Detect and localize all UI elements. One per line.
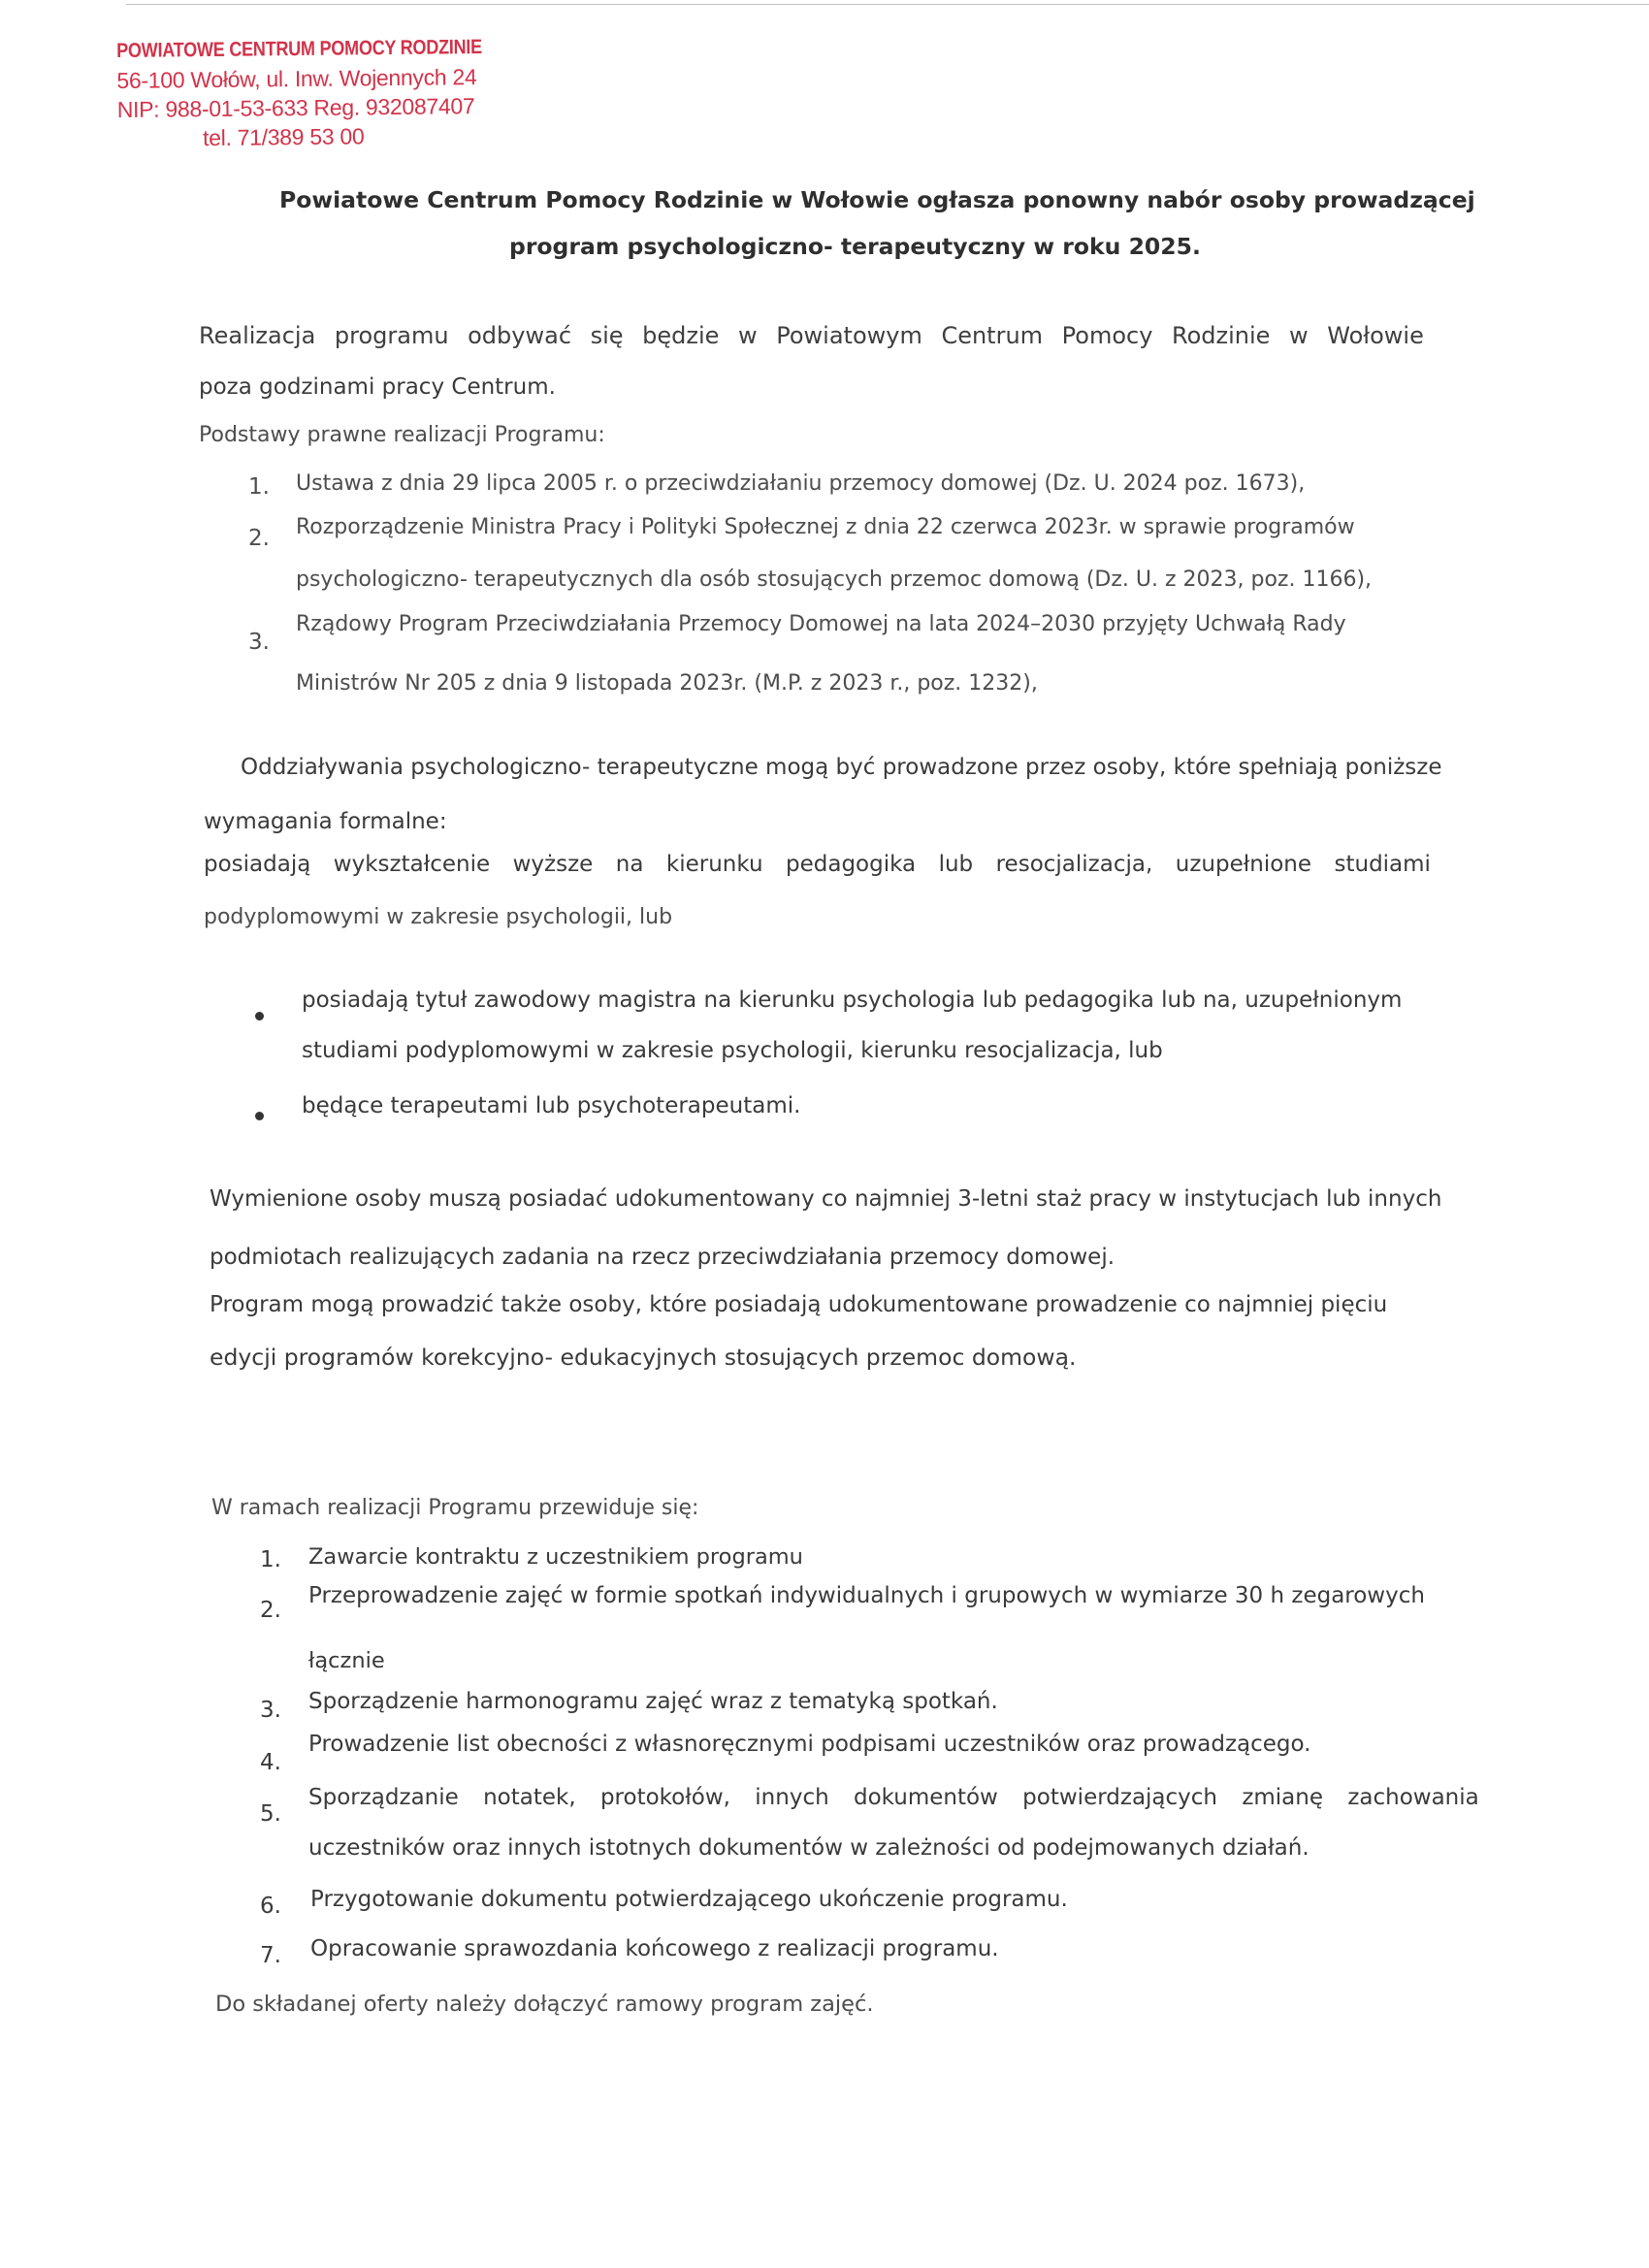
task-2-line-1: Przeprowadzenie zajęć w formie spotkań indywidualnych i grupowych w wymiarze 30 h zegarowych: [308, 1583, 1425, 1608]
experience-line-4: edycji programów korekcyjno- edukacyjnych stosujących przemoc domową.: [210, 1344, 1077, 1371]
requirements-line-3-word: lub: [938, 852, 974, 877]
intro-line-2: poza godzinami pracy Centrum.: [199, 374, 556, 400]
stamp-line-1: POWIATOWE CENTRUM POMOCY RODZINIE: [116, 36, 483, 62]
requirements-line-1: Oddziaływania psychologiczno- terapeutyczne mogą być prowadzone przez osoby, które spełniają poniższe: [241, 755, 1442, 780]
requirement-bullet-1-line-1: posiadają tytuł zawodowy magistra na kierunku psychologia lub pedagogika lub na, uzupełnionym: [302, 988, 1403, 1013]
task-4-text: Prowadzenie list obecności z własnoręcznymi podpisami uczestników oraz prowadzącego.: [308, 1732, 1311, 1757]
intro-line-1-word: programu: [334, 322, 449, 349]
task-4-number: 4.: [260, 1750, 281, 1775]
experience-line-3: Program mogą prowadzić także osoby, które posiadają udokumentowane prowadzenie co najmniej pięciu: [210, 1292, 1388, 1317]
title-line-2: program psychologiczno- terapeutyczny w roku 2025.: [509, 233, 1201, 260]
requirements-line-3-word: resocjalizacja,: [995, 852, 1153, 877]
stamp-line-4: tel. 71/389 53 00: [202, 123, 365, 151]
intro-line-1-word: Pomocy: [1061, 322, 1153, 349]
task-7-text: Opracowanie sprawozdania końcowego z realizacji programu.: [310, 1936, 999, 1961]
intro-line-1-word: się: [590, 322, 624, 349]
task-5-line-2: uczestników oraz innych istotnych dokumentów w zależności od podejmowanych działań.: [308, 1835, 1310, 1861]
intro-line-1-word: w: [738, 322, 758, 349]
requirements-line-3-word: wykształcenie: [333, 852, 491, 877]
requirement-bullet-1-line-2: studiami podyplomowymi w zakresie psychologii, kierunku resocjalizacja, lub: [302, 1038, 1163, 1063]
task-5-number: 5.: [260, 1801, 281, 1827]
bullet-dot: [255, 1012, 264, 1021]
requirements-line-3-word: uzupełnione: [1175, 852, 1312, 877]
task-3-text: Sporządzenie harmonogramu zajęć wraz z tematyką spotkań.: [308, 1689, 998, 1714]
task-3-number: 3.: [260, 1698, 281, 1723]
stamp-line-3: NIP: 988-01-53-633 Reg. 932087407: [116, 93, 475, 122]
legal-item-3-line-2: Ministrów Nr 205 z dnia 9 listopada 2023r. (M.P. z 2023 r., poz. 1232),: [296, 671, 1038, 696]
tasks-heading: W ramach realizacji Programu przewiduje się:: [211, 1496, 699, 1520]
requirements-line-4: podyplomowymi w zakresie psychologii, lub: [204, 905, 673, 929]
requirements-line-3: [204, 852, 1431, 877]
experience-line-1: Wymienione osoby muszą posiadać udokumentowany co najmniej 3-letni staż pracy w instytucjach lub innych: [210, 1186, 1442, 1212]
requirements-line-2: wymagania formalne:: [204, 809, 447, 834]
legal-item-3-number: 3.: [248, 630, 270, 655]
scan-edge-line: [126, 4, 1649, 5]
task-6-number: 6.: [260, 1894, 281, 1919]
intro-line-1-word: Rodzinie: [1172, 322, 1271, 349]
requirements-line-3-word: studiami: [1334, 852, 1431, 877]
task-2-line-2: łącznie: [308, 1648, 385, 1673]
intro-line-1-word: odbywać: [468, 322, 572, 349]
requirement-bullet-2: będące terapeutami lub psychoterapeutami.: [302, 1093, 801, 1118]
closing-note: Do składanej oferty należy dołączyć ramowy program zajęć.: [215, 1992, 874, 2017]
task-1-number: 1.: [260, 1547, 281, 1572]
intro-line-1-word: Powiatowym: [776, 322, 922, 349]
requirements-line-3-word: kierunku: [665, 852, 763, 877]
intro-line-1-word: w: [1289, 322, 1309, 349]
legal-item-1-text: Ustawa z dnia 29 lipca 2005 r. o przeciwdziałaniu przemocy domowej (Dz. U. 2024 poz. 1673),: [296, 471, 1306, 496]
task-5-line-1: Sporządzanie notatek, protokołów, innych dokumentów potwierdzających zmianę zachowania: [308, 1785, 1479, 1810]
requirements-line-3-word: wyższe: [512, 852, 594, 877]
legal-basis-heading: Podstawy prawne realizacji Programu:: [199, 423, 605, 447]
intro-line-1-word: będzie: [642, 322, 720, 349]
legal-item-3-line-1: Rządowy Program Przeciwdziałania Przemocy Domowej na lata 2024–2030 przyjęty Uchwałą Rady: [296, 612, 1346, 636]
requirements-line-3-word: posiadają: [204, 852, 311, 877]
legal-item-2-line-1: Rozporządzenie Ministra Pracy i Polityki Społecznej z dnia 22 czerwca 2023r. w sprawie programów: [296, 515, 1355, 539]
requirements-line-3-word: pedagogika: [786, 852, 917, 877]
task-6-text: Przygotowanie dokumentu potwierdzającego ukończenie programu.: [310, 1887, 1068, 1912]
intro-line-1-word: Realizacja: [199, 322, 316, 349]
requirements-line-3-word: na: [615, 852, 644, 877]
experience-line-2: podmiotach realizujących zadania na rzecz przeciwdziałania przemocy domowej.: [210, 1245, 1116, 1270]
task-2-number: 2.: [260, 1598, 281, 1623]
task-1-text: Zawarcie kontraktu z uczestnikiem programu: [308, 1544, 803, 1570]
intro-line-1-word: Centrum: [941, 322, 1044, 349]
institution-stamp: [116, 32, 542, 153]
intro-line-1: [199, 322, 1424, 349]
legal-item-2-line-2: psychologiczno- terapeutycznych dla osób stosujących przemoc domową (Dz. U. z 2023, poz. 1166),: [296, 567, 1373, 592]
task-7-number: 7.: [260, 1943, 281, 1968]
legal-item-2-number: 2.: [248, 526, 270, 551]
bullet-dot: [255, 1112, 264, 1120]
legal-item-1-number: 1.: [248, 474, 270, 500]
title-line-1: Powiatowe Centrum Pomocy Rodzinie w Wołowie ogłasza ponowny nabór osoby prowadzącej: [279, 186, 1475, 213]
stamp-line-2: 56-100 Wołów, ul. Inw. Wojennych 24: [116, 64, 477, 93]
intro-line-1-word: Wołowie: [1327, 322, 1424, 349]
